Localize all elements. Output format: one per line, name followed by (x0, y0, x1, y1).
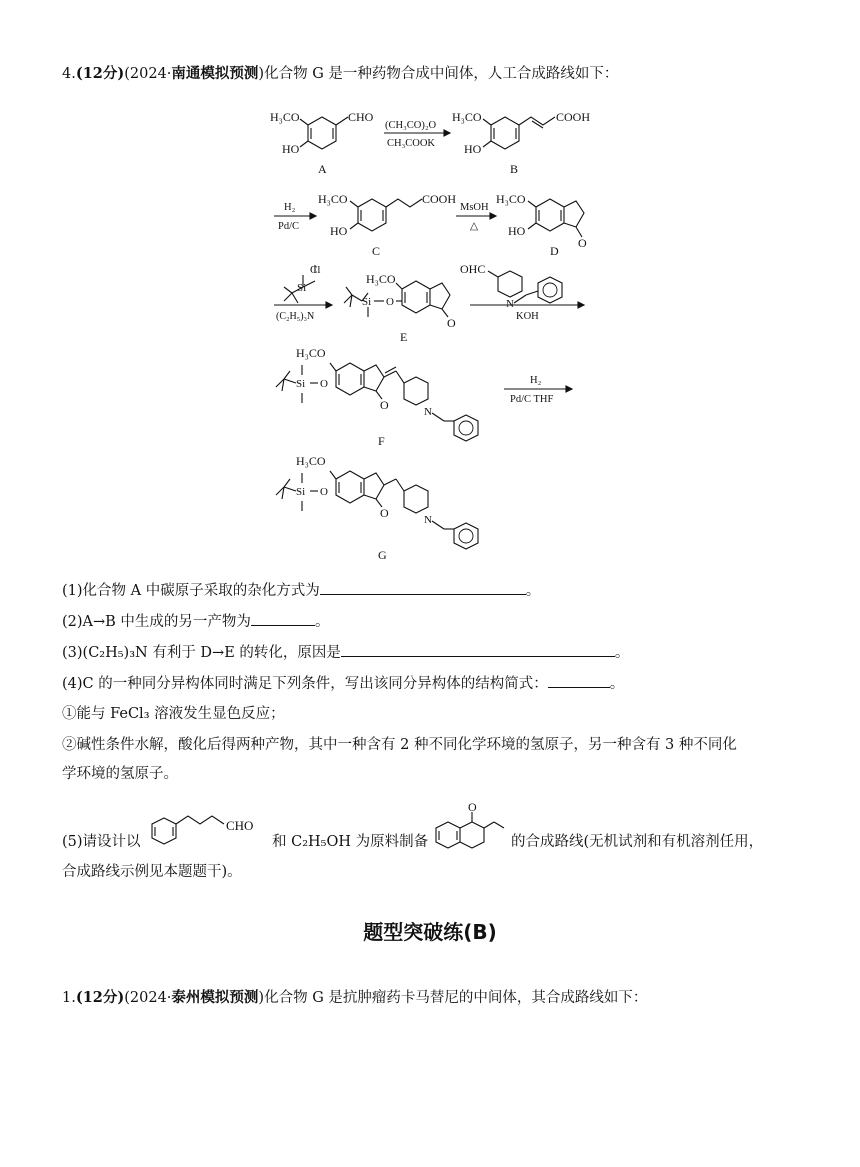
g-o-ketone: O (380, 506, 389, 520)
q4-condition-1: ①能与 FeCl₃ 溶液发生显色反应； (62, 706, 285, 722)
q4-source-close: ) (258, 66, 265, 82)
label-g: G (378, 548, 387, 562)
reagent-fg-top: H₂ (530, 375, 542, 386)
q4-part1-end: 。 (525, 583, 541, 599)
g-o-ether: O (320, 486, 328, 498)
q1-source: 泰州模拟预测 (171, 989, 259, 1006)
q1-score: (12分) (75, 989, 125, 1006)
c-ho: HO (330, 224, 348, 238)
ald-ohc: OHC (460, 262, 486, 276)
synthesis-scheme (0, 95, 860, 605)
compound-g (276, 454, 478, 562)
reagent-aldehyde (460, 262, 562, 310)
q4-part2 (62, 611, 329, 632)
e-h3co: H₃CO (366, 272, 396, 286)
target-o: O (468, 800, 477, 814)
q1-number: 1. (62, 990, 76, 1006)
g-n: N (424, 514, 432, 526)
q4-part1 (62, 580, 540, 601)
a-cho: CHO (348, 110, 374, 124)
q4-part4-blank[interactable] (548, 673, 610, 688)
q4-part3-text: (3)(C₂H₅)₃N 有利于 D→E 的转化，原因是 (62, 645, 341, 661)
reagent-bc-top: H₂ (284, 202, 296, 213)
q4-part1-text: (1)化合物 A 中碳原子采取的杂化方式为 (62, 583, 320, 599)
b-cooh: COOH (556, 110, 591, 124)
section-title: 题型突破练(B) (363, 920, 497, 944)
compound-d (496, 192, 587, 258)
g-si: Si (296, 486, 306, 498)
q4-part5-a: (5)请设计以 (62, 834, 141, 850)
q4-part4 (62, 673, 624, 694)
label-c: C (372, 244, 381, 258)
tbscl-cl: Cl (310, 264, 321, 276)
label-b: B (510, 162, 519, 176)
label-d: D (550, 244, 559, 258)
q4-part2-blank[interactable] (251, 611, 315, 626)
q4-part3 (62, 642, 629, 663)
g-h3co: H₃CO (296, 454, 326, 468)
reagent-bc-bottom: Pd/C (278, 221, 300, 232)
q4-part3-blank[interactable] (341, 642, 615, 657)
d-ho: HO (508, 224, 526, 238)
q4-part3-end: 。 (614, 645, 630, 661)
start-material-structure (146, 800, 266, 862)
q4-score: (12分) (75, 65, 125, 82)
label-e: E (400, 330, 408, 344)
f-n: N (424, 406, 432, 418)
e-o-ketone: O (447, 316, 456, 330)
f-si: Si (296, 378, 306, 390)
reagent-de-bottom: (C₂H₅)₃N (276, 311, 315, 322)
q4-part5-b: 和 C₂H₅OH 为原料制备 (272, 834, 429, 850)
f-o-ether: O (320, 378, 328, 390)
c-cooh: COOH (422, 192, 457, 206)
q4-part5-c: 的合成路线(无机试剂和有机溶剂任用， (511, 834, 764, 850)
compound-f (276, 346, 478, 448)
b-h3co: H₃CO (452, 110, 482, 124)
q4-part5-d: 合成路线示例见本题题干)。 (62, 864, 242, 880)
q4-part1-blank[interactable] (320, 580, 526, 595)
f-o-ketone: O (380, 398, 389, 412)
b-ho: HO (464, 142, 482, 156)
target-structure (430, 800, 510, 862)
q4-part2-end: 。 (314, 614, 330, 630)
e-o-ether: O (386, 296, 394, 308)
ald-n: N (506, 298, 514, 310)
q1-source-close: ) (258, 990, 265, 1006)
start-cho: CHO (226, 818, 254, 833)
q1-intro: 化合物 G 是抗肿瘤药卡马替尼的中间体，其合成路线如下： (264, 990, 648, 1006)
q4-number: 4. (62, 66, 76, 82)
q4-condition-2b: 学环境的氢原子。 (62, 766, 178, 782)
q4-header (62, 64, 618, 84)
compound-c (318, 192, 456, 258)
label-f: F (378, 434, 385, 448)
q4-source-open: (2024· (124, 66, 172, 82)
reagent-ef-bottom: KOH (516, 311, 539, 322)
reagent-ab-bottom: CH₃COOK (387, 138, 435, 149)
a-ho: HO (282, 142, 300, 156)
q4-condition-2a: ②碱性条件水解，酸化后得两种产物，其中一种含有 2 种不同化学环境的氢原子，另一种含有 3 种不同化 (62, 737, 737, 753)
compound-b (452, 110, 590, 176)
q4-part2-text: (2)A→B 中生成的另一产物为 (62, 614, 251, 630)
q1-header (62, 988, 647, 1008)
q4-part4-text: (4)C 的一种同分异构体同时满足下列条件，写出该同分异构体的结构简式： (62, 676, 548, 692)
q4-source: 南通模拟预测 (171, 65, 259, 82)
q4-part4-end: 。 (609, 676, 625, 692)
q1-source-open: (2024· (124, 990, 172, 1006)
reagent-ab-top: (CH₃CO)₂O (385, 120, 437, 131)
reagent-cd-top: MsOH (460, 202, 489, 213)
e-si: Si (362, 296, 372, 308)
tbscl-si: Si (297, 282, 307, 294)
d-h3co: H₃CO (496, 192, 526, 206)
label-a: A (318, 162, 327, 176)
reagent-tbscl (284, 264, 320, 303)
compound-a (270, 110, 374, 176)
c-h3co: H₃CO (318, 192, 348, 206)
d-o: O (578, 236, 587, 250)
compound-e (344, 272, 456, 344)
reagent-cd-bottom: △ (470, 221, 479, 232)
reagent-fg-bottom: Pd/C THF (510, 394, 554, 405)
a-h3co: H₃CO (270, 110, 300, 124)
q4-intro: 化合物 G 是一种药物合成中间体，人工合成路线如下： (264, 66, 619, 82)
f-h3co: H₃CO (296, 346, 326, 360)
